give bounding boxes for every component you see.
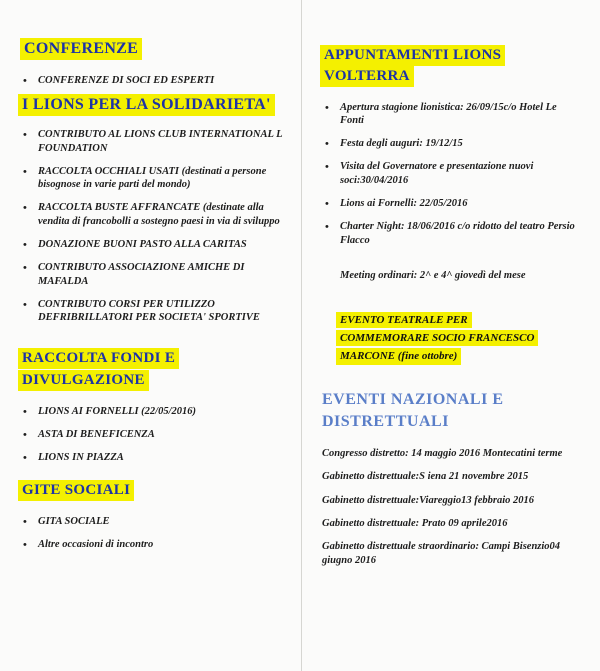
left-column [18, 38, 298, 552]
section-heading-solidarieta: I LIONS PER LA SOLIDARIETA' [18, 94, 275, 116]
section-heading-conferenze: CONFERENZE [20, 38, 142, 60]
list-item: • CONTRIBUTO CORSI PER UTILIZZO DEFRIBRILLATORI PER SOCIETA' SPORTIVE [23, 298, 260, 324]
list-item: • CONFERENZE DI SOCI ED ESPERTI [23, 75, 215, 87]
list-item: • RACCOLTA BUSTE AFFRANCATE (destinate alla vendita di francobolli a sostegno paesi in via di sviluppo [23, 202, 280, 228]
solidarieta-list [23, 128, 283, 325]
list-item: Gabinetto distrettuale straordinario: Campi Bisenzio04 giugno 2016 [322, 541, 561, 567]
gite-list [23, 515, 298, 552]
raccolta-list [23, 405, 298, 465]
list-item: • ASTA DI BENEFICENZA [23, 428, 155, 441]
list-item: • GITA SOCIALE [23, 516, 110, 529]
appuntamenti-list [325, 101, 582, 248]
list-item: Gabinetto distrettuale:S iena 21 novembre 2015 [322, 471, 529, 483]
list-item: • LIONS AI FORNELLI (22/05/2016) [23, 405, 196, 418]
list-item: • CONTRIBUTO ASSOCIAZIONE AMICHE DI MAFALDA [23, 261, 245, 287]
section-heading-raccolta: RACCOLTA FONDI E DIVULGAZIONE [18, 347, 298, 391]
section-heading-gite: GITE SOCIALI [18, 480, 134, 501]
list-item: • Apertura stagione lionistica: 26/09/15c/o Hotel Le Fonti [325, 101, 557, 127]
list-item: • Altre occasioni di incontro [23, 539, 154, 551]
list-item: • Visita del Governatore e presentazione nuovi soci:30/04/2016 [325, 161, 534, 187]
right-column [320, 45, 590, 568]
list-item: • LIONS IN PIAZZA [23, 451, 124, 464]
list-item: • RACCOLTA OCCHIALI USATI (destinati a persone bisognose in varie parti del mondo) [23, 165, 267, 191]
eventi-nazionali-list [322, 447, 580, 568]
section-heading-appuntamenti: APPUNTAMENTI LIONS VOLTERRA [320, 45, 590, 87]
list-item: Congresso distretto: 14 maggio 2016 Montecatini terme [322, 448, 563, 460]
list-item: • Festa degli auguri: 19/12/15 [325, 138, 463, 151]
list-item: • Charter Night: 18/06/2016 c/o ridotto del teatro Persio Flacco [325, 220, 575, 246]
list-item: • Lions ai Fornelli: 22/05/2016 [325, 197, 468, 210]
fold-line [301, 0, 302, 671]
conferenze-list [23, 74, 298, 88]
meeting-ordinari: Meeting ordinari: 2^ e 4^ giovedì del mese [340, 270, 526, 282]
list-item: Gabinetto distrettuale:Viareggio13 febbraio 2016 [322, 494, 535, 506]
list-item: • CONTRIBUTO AL LIONS CLUB INTERNATIONAL L FOUNDATION [23, 128, 283, 154]
list-item: • DONAZIONE BUONI PASTO ALLA CARITAS [23, 239, 247, 252]
list-item: Gabinetto distrettuale: Prato 09 aprile2016 [322, 517, 508, 529]
evento-teatrale-callout: EVENTO TEATRALE PER COMMEMORARE SOCIO FRANCESCO MARCONE (fine ottobre) [336, 310, 586, 365]
section-heading-eventi-nazionali: EVENTI NAZIONALI E DISTRETTUALI [322, 390, 504, 430]
